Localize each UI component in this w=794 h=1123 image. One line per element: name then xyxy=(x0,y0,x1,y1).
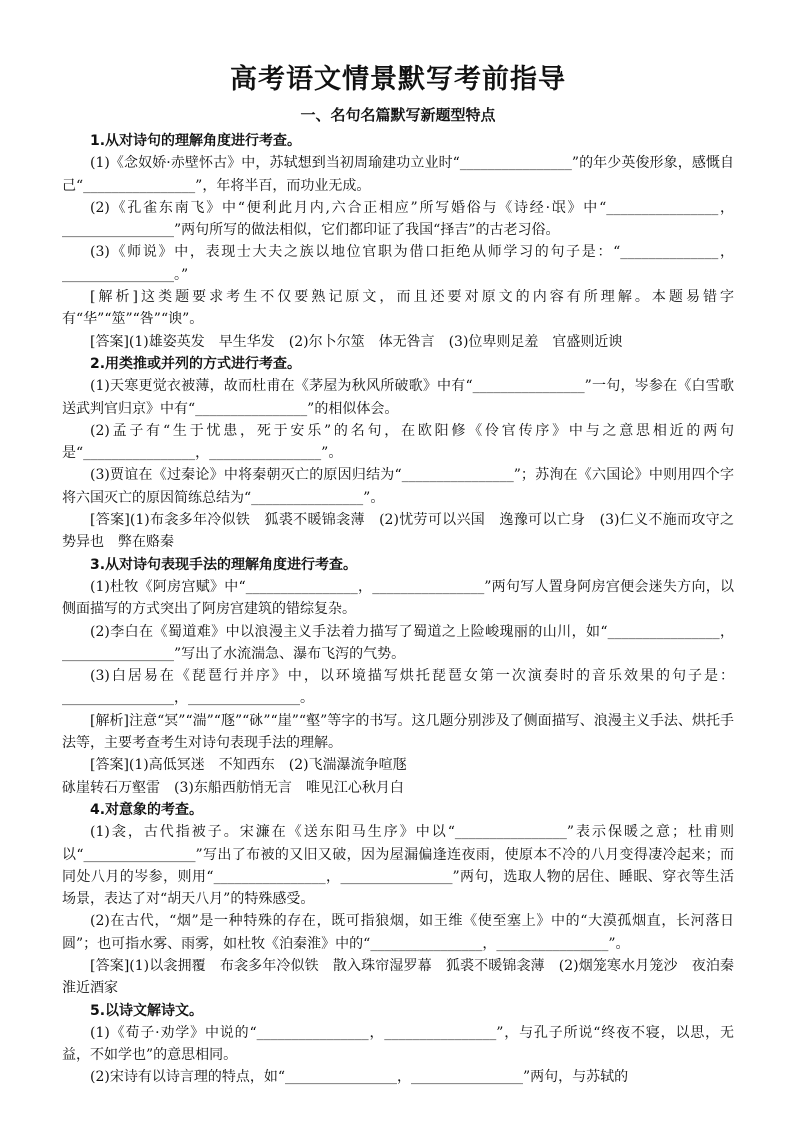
page-title: 高考语文情景默写考前指导 xyxy=(230,64,566,95)
question-heading: 4.对意象的考查。 xyxy=(90,801,204,818)
paragraph: (1)《念奴娇·赤壁怀古》中，苏轼想到当初周瑜建功立业时“________________”的年少英俊形象，感慨自己“________________”，年将半百，而功业无成。 xyxy=(62,155,734,194)
paragraph: [答案](1)雄姿英发 早生华发 (2)尔卜尔筮 体无咎言 (3)位卑则足羞 官盛则近谀 xyxy=(90,333,623,350)
paragraph: (1)衾，古代指被子。宋濂在《送东阳马生序》中以“________________”表示保暖之意；杜甫则以“________________”写出了布被的又旧又破，因为屋漏偏逢连夜雨，使原本不冷的八月变得凄冷起来；而同处八月的岑参，则用“________________，________________”两句，选取人物的居住、睡眠、穿衣等生活场景，表达了对“胡天八月”的特殊感受。 xyxy=(62,824,734,908)
paragraph: [解析]注意“冥”“湍”“豗”“砯”“崖”“壑”等字的书写。这几题分别涉及了侧面描写、浪漫主义手法、烘托手法等，主要考查考生对诗句表现手法的理解。 xyxy=(62,712,734,752)
paragraph: (2)《孔雀东南飞》中“便利此月内,六合正相应”所写婚俗与《诗经·氓》中“________________，________________”两句所写的做法相似，它们都印证了我国“择吉”的古老习俗。 xyxy=(62,199,734,239)
paragraph: (3)贾谊在《过秦论》中将秦朝灭亡的原因归结为“________________”；苏洵在《六国论》中则用四个字将六国灭亡的原因简练总结为“________________”。 xyxy=(62,467,734,506)
paragraph: [解析]这类题要求考生不仅要熟记原文，而且还要对原文的内容有所理解。本题易错字有“华”“筮”“咎”“谀”。 xyxy=(62,289,734,328)
paragraph: (1)天寒更觉衣被薄，故而杜甫在《茅屋为秋风所破歌》中有“________________”一句，岑参在《白雪歌送武判官归京》中有“________________”的相似体会。 xyxy=(62,378,734,417)
question-heading: 3.从对诗句表现手法的理解角度进行考查。 xyxy=(90,556,358,573)
paragraph: (3)《师说》中，表现士大夫之族以地位官职为借口拒绝从师学习的句子是：“______________，________________。” xyxy=(62,244,734,283)
paragraph: (2)李白在《蜀道难》中以浪漫主义手法着力描写了蜀道之上险峻瑰丽的山川，如“________________，________________”写出了水流湍急、瀑布飞泻的气势。 xyxy=(62,623,734,662)
question-heading: 1.从对诗句的理解角度进行考查。 xyxy=(90,133,302,149)
paragraph: (1)《荀子·劝学》中说的“________________，________________”，与孔子所说“终夜不寝，以思，无益，不如学也”的意思相同。 xyxy=(62,1024,734,1064)
document-page xyxy=(62,60,734,1089)
paragraph: [答案](1)布衾多年冷似铁 狐裘不暖锦衾薄 (2)忧劳可以兴国 逸豫可以亡身 (3)仁义不施而攻守之势异也 弊在赂秦 xyxy=(62,512,734,551)
paragraph: [答案](1)以衾拥覆 布衾多年冷似铁 散入珠帘湿罗幕 狐裘不暖锦衾薄 (2)烟笼寒水月笼沙 夜泊秦淮近酒家 xyxy=(62,957,734,997)
paragraph: [答案](1)高低冥迷 不知西东 (2)飞湍瀑流争喧豗 砯崖转石万壑雷 (3)东船西舫悄无言 唯见江心秋月白 xyxy=(62,757,407,796)
paragraph: (2)在古代，“烟”是一种特殊的存在，既可指狼烟，如王维《使至塞上》中的“大漠孤烟直，长河落日圆”；也可指水雾、雨雾，如杜牧《泊秦淮》中的“________________，________________”。 xyxy=(62,913,734,952)
paragraph: (3)白居易在《琵琶行并序》中，以环境描写烘托琵琶女第一次演奏时的音乐效果的句子是：________________，________________。 xyxy=(62,668,734,707)
section-subtitle: 一、名句名篇默写新题型特点 xyxy=(300,106,496,124)
paragraph: (2)孟子有“生于忧患，死于安乐”的名句，在欧阳修《伶官传序》中与之意思相近的两句是“________________，________________”。 xyxy=(62,422,734,462)
question-heading: 5.以诗文解诗文。 xyxy=(90,1002,204,1019)
paragraph: (1)杜牧《阿房宫赋》中“________________，________________”两句写人置身阿房宫便会迷失方向，以侧面描写的方式突出了阿房宫建筑的错综复杂。 xyxy=(62,578,734,618)
paragraph: (2)宋诗有以诗言理的特点，如“________________，________________”两句，与苏轼的 xyxy=(90,1069,629,1086)
document-body xyxy=(62,130,734,1089)
question-heading: 2.用类推或并列的方式进行考查。 xyxy=(90,355,302,372)
